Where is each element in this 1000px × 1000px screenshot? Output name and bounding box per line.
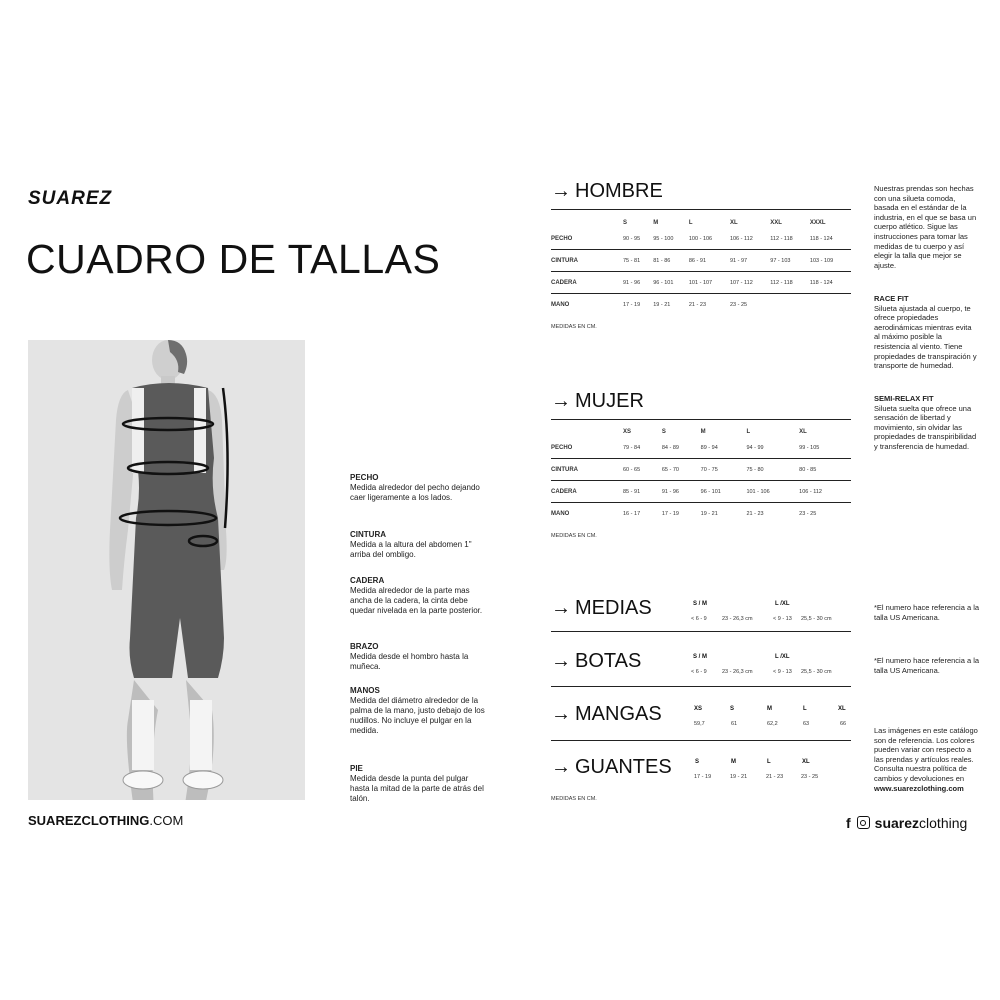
cell: 81 - 86	[653, 250, 689, 272]
guide-title: CINTURA	[350, 530, 386, 539]
cell: < 9 - 13	[773, 669, 792, 675]
cell: 91 - 97	[730, 250, 770, 272]
table-row	[551, 250, 851, 272]
guide-pie	[350, 764, 485, 804]
size-header: L /XL	[775, 654, 790, 660]
row-label: CINTURA	[551, 250, 623, 272]
arrow-right-icon: →	[551, 703, 571, 725]
guide-title: PIE	[350, 764, 363, 773]
cell: 94 - 99	[746, 437, 799, 459]
handle-bold: suarez	[874, 815, 920, 831]
cell: 60 - 65	[623, 459, 662, 481]
guide-desc: Medida desde la punta del pulgar hasta la mitad de la parte de atrás del talón.	[350, 774, 484, 803]
semi-relax-block	[874, 394, 979, 452]
size-header: S	[623, 219, 628, 226]
model-illustration	[28, 340, 305, 800]
medias-note: *El numero hace referencia a la talla US Americana.	[874, 603, 980, 622]
guide-title: BRAZO	[350, 642, 379, 651]
empty-header	[551, 217, 623, 228]
cell: 86 - 91	[689, 250, 730, 272]
section-mangas-title	[551, 703, 662, 726]
cell: 107 - 112	[730, 272, 770, 294]
cell: 19 - 21	[653, 301, 671, 308]
guide-title: CADERA	[350, 576, 385, 585]
size-header: L /XL	[775, 601, 790, 607]
cell: 91 - 96	[623, 272, 653, 294]
cell: 100 - 106	[689, 228, 730, 250]
cell	[770, 294, 810, 316]
divider	[551, 209, 851, 210]
cell: 75 - 81	[623, 250, 653, 272]
cell: 112 - 118	[770, 228, 810, 250]
guide-cintura	[350, 530, 485, 560]
size-header: M	[731, 759, 736, 765]
section-label: MEDIAS	[575, 597, 652, 619]
table-row	[551, 437, 851, 459]
cell: 103 - 109	[810, 250, 851, 272]
size-header: XL	[838, 706, 846, 712]
cell: 95 - 100	[653, 228, 689, 250]
website-link[interactable]	[28, 813, 183, 828]
size-header: L	[746, 428, 751, 435]
race-fit-title: RACE FIT	[874, 294, 909, 303]
cell: 79 - 84	[623, 437, 662, 459]
cell: 91 - 96	[662, 481, 701, 503]
size-header: XXL	[770, 219, 782, 226]
arrow-right-icon: →	[551, 180, 571, 202]
guide-cadera	[350, 576, 485, 616]
handle-tail: clothing	[919, 815, 968, 831]
row-label: CADERA	[551, 272, 623, 294]
row-label: PECHO	[551, 228, 623, 250]
row-label: MANO	[551, 301, 570, 308]
facebook-icon[interactable]: f	[846, 815, 851, 831]
cell: 23 - 26,3 cm	[722, 616, 753, 622]
cell	[810, 294, 851, 316]
cell: 23 - 25	[729, 301, 748, 308]
guide-desc: Medida alrededor del pecho dejando caer ligeramente a los lados.	[350, 483, 480, 502]
race-fit-desc: Silueta ajustada al cuerpo, te ofrece propiedades aerodinámicas mientras evita al máximo posible la resistencia al viento. Tiene propiedades de transpiración y transporte de humedad.	[874, 303, 977, 371]
divider	[551, 419, 851, 420]
size-header: L	[688, 219, 693, 226]
arrow-right-icon: →	[551, 650, 571, 672]
mujer-size-table	[551, 426, 851, 524]
size-header: XL	[729, 219, 738, 226]
cell: 25,5 - 30 cm	[801, 669, 832, 675]
cell: 85 - 91	[623, 481, 662, 503]
size-header: S	[730, 706, 735, 712]
section-label: MANGAS	[575, 703, 662, 725]
size-header: XS	[694, 706, 703, 712]
cell: 89 - 94	[701, 437, 747, 459]
row-label: CINTURA	[551, 459, 623, 481]
cell: 21 - 23	[688, 301, 706, 308]
cell: 118 - 124	[810, 272, 851, 294]
cell: 23 - 25	[799, 510, 817, 517]
table-row	[551, 503, 851, 525]
size-header: XXXL	[809, 219, 826, 226]
guide-pecho	[350, 473, 485, 503]
table-row	[551, 459, 851, 481]
cell: 23 - 25	[801, 774, 819, 780]
cell: 106 - 112	[730, 228, 770, 250]
table-row	[551, 228, 851, 250]
disclaimer-text: Las imágenes en este catálogo son de referencia. Los colores pueden variar con respecto a las prendas y artículos reales. Consulta nuestra política de cambios y devoluciones en	[874, 726, 978, 783]
arrow-right-icon: →	[551, 390, 571, 412]
section-label: MUJER	[575, 390, 644, 412]
divider	[551, 740, 851, 741]
guide-title: PECHO	[350, 473, 379, 482]
botas-note: *El numero hace referencia a la talla US Americana.	[874, 656, 980, 675]
section-label: BOTAS	[575, 650, 642, 672]
cell: 75 - 80	[746, 459, 799, 481]
cell: 99 - 105	[799, 437, 851, 459]
cell: 106 - 112	[799, 481, 851, 503]
semi-relax-title: SEMI-RELAX FIT	[874, 394, 934, 403]
size-header: S / M	[693, 654, 708, 660]
guide-title: MANOS	[350, 686, 380, 695]
size-header: S	[661, 428, 666, 435]
cell: < 6 - 9	[691, 669, 707, 675]
guide-desc: Medida alrededor de la parte mas ancha de la cadera, la cinta debe quedar nivelada en la parte posterior.	[350, 586, 483, 615]
social-bar	[846, 815, 967, 831]
size-header: M	[700, 428, 706, 435]
cell: 96 - 101	[653, 272, 689, 294]
section-hombre-title	[551, 180, 663, 203]
guide-desc: Medida del diámetro alrededor de la palma de la mano, justo debajo de los nudillos. No incluye el pulgar en la medida.	[350, 696, 485, 735]
arrow-right-icon: →	[551, 597, 571, 619]
table-row	[551, 272, 851, 294]
size-header: M	[653, 219, 659, 226]
cell: 21 - 23	[746, 510, 764, 517]
cell: 23 - 26,3 cm	[722, 669, 753, 675]
intro-text: Nuestras prendas son hechas con una silueta comoda, basada en el estándar de la industria, en el que se basa un cuerpo atlético. Sigue las instrucciones para tomar las medidas de tu cuerpo y así elegir la talla que mejor se ajuste.	[874, 184, 977, 270]
section-guantes-title	[551, 756, 672, 779]
instagram-icon[interactable]	[857, 816, 870, 829]
row-label: MANO	[551, 510, 570, 517]
cell: 59,7	[694, 721, 705, 727]
social-handle[interactable]	[875, 815, 968, 831]
guide-brazo	[350, 642, 485, 672]
disclaimer-block	[874, 726, 979, 793]
cell: 61	[731, 721, 738, 727]
cell: 17 - 19	[623, 301, 641, 308]
cell: 17 - 19	[661, 510, 679, 517]
units-note: MEDIDAS EN CM.	[551, 324, 597, 330]
cell: 118 - 124	[810, 228, 851, 250]
units-note: MEDIDAS EN CM.	[551, 796, 597, 802]
section-medias-title	[551, 597, 652, 620]
section-label: GUANTES	[575, 756, 672, 778]
page-title: CUADRO DE TALLAS	[26, 236, 441, 282]
cell: 84 - 89	[662, 437, 701, 459]
cell: 66	[840, 721, 847, 727]
units-note: MEDIDAS EN CM.	[551, 533, 597, 539]
cell: < 6 - 9	[691, 616, 707, 622]
cell: 25,5 - 30 cm	[801, 616, 832, 622]
guide-manos	[350, 686, 485, 736]
guide-desc: Medida desde el hombro hasta la muñeca.	[350, 652, 469, 671]
cell: 96 - 101	[701, 481, 747, 503]
cell: 19 - 21	[700, 510, 718, 517]
size-header: XS	[623, 428, 632, 435]
size-header: S / M	[693, 601, 708, 607]
size-header: M	[767, 706, 772, 712]
cell: < 9 - 13	[773, 616, 792, 622]
cell: 63	[803, 721, 810, 727]
website-tail: .COM	[149, 813, 184, 828]
cell: 90 - 95	[623, 228, 653, 250]
cell: 70 - 75	[701, 459, 747, 481]
cell: 16 - 17	[623, 510, 641, 517]
row-label: CADERA	[551, 481, 623, 503]
disclaimer-link[interactable]: www.suarezclothing.com	[874, 783, 964, 793]
cell: 80 - 85	[799, 459, 851, 481]
semi-relax-desc: Silueta suelta que ofrece una sensación de libertad y movimiento, sin olvidar las propiedades de transpiribilidad y transferencia de humedad.	[874, 403, 977, 451]
cell: 21 - 23	[766, 774, 784, 780]
size-header: S	[695, 759, 700, 765]
cell: 65 - 70	[662, 459, 701, 481]
size-header: XL	[799, 428, 807, 435]
cell: 17 - 19	[694, 774, 712, 780]
section-botas-title	[551, 650, 641, 673]
size-header: L	[767, 759, 771, 765]
hombre-size-table	[551, 217, 851, 315]
guide-desc: Medida a la altura del abdomen 1" arriba del ombligo.	[350, 540, 472, 559]
cell: 62,2	[767, 721, 778, 727]
divider	[551, 631, 851, 632]
cell: 112 - 118	[770, 272, 810, 294]
section-label: HOMBRE	[575, 180, 663, 202]
arrow-right-icon: →	[551, 756, 571, 778]
row-label: PECHO	[551, 437, 623, 459]
brand-logo: SUAREZ	[28, 188, 113, 209]
section-mujer-title	[551, 390, 644, 413]
cell: 19 - 21	[730, 774, 748, 780]
table-row	[551, 481, 851, 503]
cell: 97 - 103	[770, 250, 810, 272]
model-photo	[28, 340, 305, 800]
race-fit-block	[874, 294, 979, 371]
size-header: XL	[802, 759, 810, 765]
cell: 101 - 107	[689, 272, 730, 294]
divider	[551, 686, 851, 687]
empty-header	[551, 426, 623, 437]
size-header: L	[803, 706, 807, 712]
cell: 101 - 106	[746, 481, 799, 503]
website-bold: SUAREZCLOTHING	[28, 813, 150, 828]
table-row	[551, 294, 851, 316]
